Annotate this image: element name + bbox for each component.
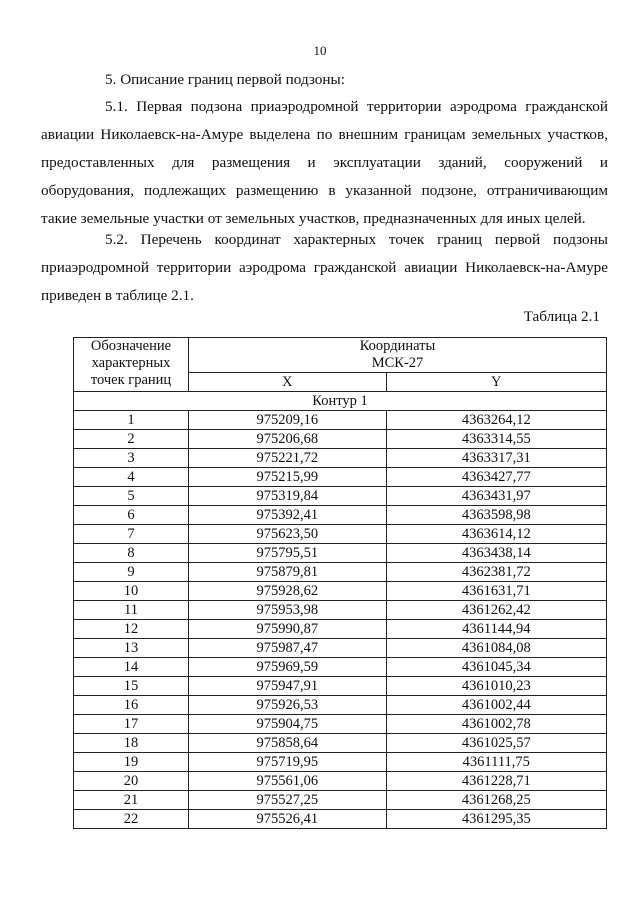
point-number-cell: 13: [74, 639, 189, 658]
table-row: [74, 563, 607, 582]
x-coordinate-cell: 975969,59: [189, 658, 387, 677]
point-number-cell: 17: [74, 715, 189, 734]
header-y: Y: [386, 373, 606, 392]
table-row: [74, 734, 607, 753]
y-coordinate-cell: 4361045,34: [386, 658, 606, 677]
paragraph-line: такие земельные участки от земельных участков, предназначенных для иных целей.: [41, 210, 586, 227]
header-coords-line: МСК-27: [371, 355, 424, 371]
point-number-cell: 22: [74, 810, 189, 829]
point-number-cell: 2: [74, 430, 189, 449]
table-row: [74, 506, 607, 525]
point-number-cell: 11: [74, 601, 189, 620]
point-number-cell: 5: [74, 487, 189, 506]
point-number-cell: 1: [74, 411, 189, 430]
x-coordinate-cell: 975561,06: [189, 772, 387, 791]
paragraph-line: оборудования, подлежащих размещению в указанной подзоне, отграничивающим: [41, 182, 608, 199]
point-number-cell: 8: [74, 544, 189, 563]
x-coordinate-cell: 975526,41: [189, 810, 387, 829]
y-coordinate-cell: 4361111,75: [386, 753, 606, 772]
table-row: [74, 411, 607, 430]
table-row: [74, 487, 607, 506]
paragraph-line: 5.2. Перечень координат характерных точек границ первой подзоны: [105, 231, 608, 248]
x-coordinate-cell: 975904,75: [189, 715, 387, 734]
header-coords-line: Координаты: [359, 338, 436, 354]
section-heading: 5. Описание границ первой подзоны:: [105, 71, 345, 88]
header-point-designation: [74, 338, 189, 392]
point-number-cell: 20: [74, 772, 189, 791]
coordinates-table: [73, 337, 607, 829]
table-row: [74, 601, 607, 620]
table-row: [74, 753, 607, 772]
table-row: [74, 677, 607, 696]
point-number-cell: 16: [74, 696, 189, 715]
y-coordinate-cell: 4361084,08: [386, 639, 606, 658]
y-coordinate-cell: 4361631,71: [386, 582, 606, 601]
point-number-cell: 12: [74, 620, 189, 639]
y-coordinate-cell: 4361002,44: [386, 696, 606, 715]
y-coordinate-cell: 4363438,14: [386, 544, 606, 563]
paragraph-line: 5.1. Первая подзона приаэродромной территории аэродрома гражданской: [105, 98, 608, 115]
x-coordinate-cell: 975719,95: [189, 753, 387, 772]
point-number-cell: 18: [74, 734, 189, 753]
y-coordinate-cell: 4361228,71: [386, 772, 606, 791]
page-number: 10: [313, 43, 327, 58]
paragraph-line: приведен в таблице 2.1.: [41, 287, 194, 304]
table-row: [74, 810, 607, 829]
header-point-line: Обозначение: [90, 338, 172, 354]
y-coordinate-cell: 4361002,78: [386, 715, 606, 734]
paragraph-5-1: [41, 93, 608, 233]
coordinates-body: [74, 411, 607, 829]
point-number-cell: 9: [74, 563, 189, 582]
y-coordinate-cell: 4361025,57: [386, 734, 606, 753]
y-coordinate-cell: 4363431,97: [386, 487, 606, 506]
table-row: [74, 639, 607, 658]
x-coordinate-cell: 975987,47: [189, 639, 387, 658]
point-number-cell: 10: [74, 582, 189, 601]
table-row: [74, 582, 607, 601]
x-coordinate-cell: 975623,50: [189, 525, 387, 544]
table-row: [74, 620, 607, 639]
point-number-cell: 15: [74, 677, 189, 696]
table-row: [74, 658, 607, 677]
point-number-cell: 7: [74, 525, 189, 544]
table-row: [74, 468, 607, 487]
x-coordinate-cell: 975953,98: [189, 601, 387, 620]
x-coordinate-cell: 975858,64: [189, 734, 387, 753]
point-number-cell: 4: [74, 468, 189, 487]
y-coordinate-cell: 4363598,98: [386, 506, 606, 525]
x-coordinate-cell: 975926,53: [189, 696, 387, 715]
x-coordinate-cell: 975947,91: [189, 677, 387, 696]
y-coordinate-cell: 4361010,23: [386, 677, 606, 696]
point-number-cell: 6: [74, 506, 189, 525]
x-coordinate-cell: 975206,68: [189, 430, 387, 449]
table-row: [74, 430, 607, 449]
x-coordinate-cell: 975928,62: [189, 582, 387, 601]
paragraph-5-2: [41, 226, 608, 310]
x-coordinate-cell: 975527,25: [189, 791, 387, 810]
table-row: [74, 449, 607, 468]
paragraph-line: предоставленных для размещения и эксплуатации зданий, сооружений и: [41, 154, 608, 171]
table-row: [74, 544, 607, 563]
x-coordinate-cell: 975209,16: [189, 411, 387, 430]
y-coordinate-cell: 4363427,77: [386, 468, 606, 487]
y-coordinate-cell: 4361295,35: [386, 810, 606, 829]
x-coordinate-cell: 975215,99: [189, 468, 387, 487]
y-coordinate-cell: 4363317,31: [386, 449, 606, 468]
y-coordinate-cell: 4361144,94: [386, 620, 606, 639]
x-coordinate-cell: 975879,81: [189, 563, 387, 582]
point-number-cell: 14: [74, 658, 189, 677]
header-point-line: точек границ: [90, 372, 172, 388]
table-row: [74, 696, 607, 715]
header-coordinates: [189, 338, 607, 373]
x-coordinate-cell: 975221,72: [189, 449, 387, 468]
y-coordinate-cell: 4361262,42: [386, 601, 606, 620]
table-row: [74, 791, 607, 810]
table-caption: Таблица 2.1: [523, 308, 600, 325]
paragraph-line: авиации Николаевск-на-Амуре выделена по внешним границам земельных участков,: [41, 126, 608, 143]
table-row: [74, 525, 607, 544]
paragraph-line: приаэродромной территории аэродрома гражданской авиации Николаевск-на-Амуре: [41, 259, 608, 276]
header-point-line: характерных: [91, 355, 171, 371]
contour-label: Контур 1: [74, 392, 607, 411]
point-number-cell: 19: [74, 753, 189, 772]
table-row: [74, 715, 607, 734]
y-coordinate-cell: 4361268,25: [386, 791, 606, 810]
y-coordinate-cell: 4363314,55: [386, 430, 606, 449]
y-coordinate-cell: 4362381,72: [386, 563, 606, 582]
y-coordinate-cell: 4363264,12: [386, 411, 606, 430]
header-x: X: [189, 373, 387, 392]
x-coordinate-cell: 975319,84: [189, 487, 387, 506]
x-coordinate-cell: 975795,51: [189, 544, 387, 563]
x-coordinate-cell: 975392,41: [189, 506, 387, 525]
point-number-cell: 3: [74, 449, 189, 468]
point-number-cell: 21: [74, 791, 189, 810]
x-coordinate-cell: 975990,87: [189, 620, 387, 639]
table-row: [74, 772, 607, 791]
y-coordinate-cell: 4363614,12: [386, 525, 606, 544]
